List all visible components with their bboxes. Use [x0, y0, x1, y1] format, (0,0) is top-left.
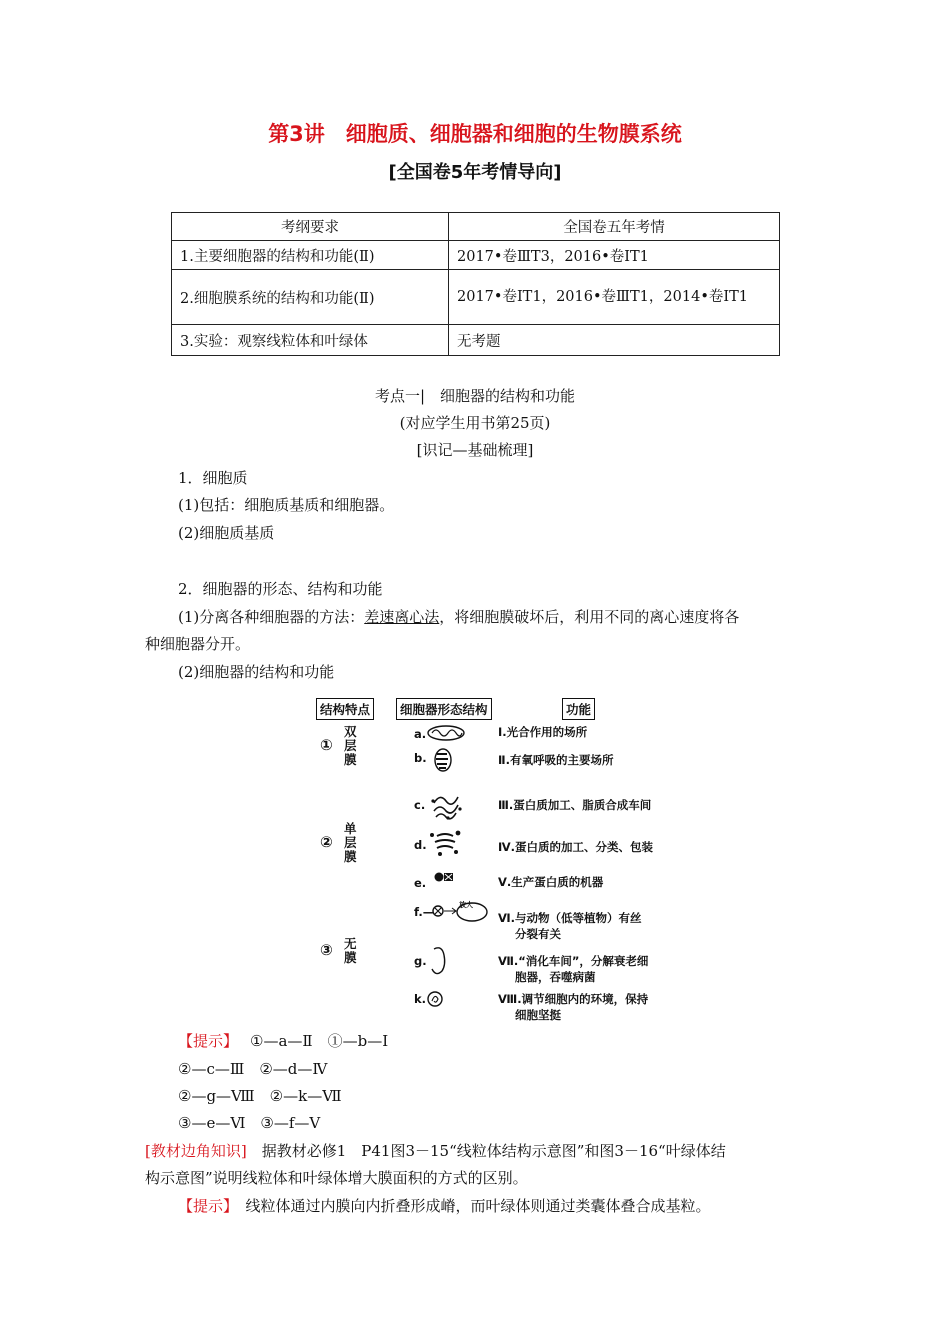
table-header-row — [172, 213, 780, 241]
centrosome-icon — [435, 873, 454, 882]
organelle-d-label: d. — [414, 838, 427, 852]
organelle-k-label: k. — [414, 992, 427, 1006]
corner-hint-label: 【提示】 — [178, 1197, 231, 1215]
section-tag: [识记—基础梳理] — [416, 441, 534, 459]
table-cell: 2.细胞膜系统的结构和功能(Ⅱ) — [172, 270, 449, 325]
group-num: ① — [320, 736, 333, 754]
organelle-b-label: b. — [414, 751, 427, 765]
item2-b: (2)细胞器的结构和功能 — [178, 663, 335, 681]
table-row — [172, 325, 780, 356]
enlarge-label: 放大 — [459, 901, 473, 909]
exam-table — [171, 212, 780, 356]
item2-a-pre: (1)分离各种细胞器的方法： — [178, 608, 365, 626]
organelle-f-label: f.— — [414, 905, 435, 919]
item2-a-post: ，将细胞膜破坏后，利用不同的离心速度将各 — [439, 608, 740, 626]
corner-label: [教材边角知识] — [145, 1142, 247, 1160]
hint-label: 【提示】 — [178, 1032, 239, 1050]
table-cell: 3.实验：观察线粒体和叶绿体 — [172, 325, 449, 356]
corner-hint-text: 线粒体通过内膜向内折叠形成嵴，而叶绿体则通过类囊体叠合成基粒。 — [230, 1197, 711, 1215]
hint-line-1 — [178, 1030, 388, 1051]
page-subtitle: [全国卷5年考情导向] — [388, 162, 562, 183]
organelle-c-label: c. — [414, 798, 426, 812]
table-row — [172, 241, 780, 270]
item2-title: 2．细胞器的形态、结构和功能 — [178, 580, 383, 598]
table-header-cell: 考纲要求 — [172, 213, 449, 241]
group-label: 单层膜 — [344, 821, 357, 864]
function-1: Ⅰ.光合作用的场所 — [498, 725, 588, 739]
group-label: 双层膜 — [344, 724, 357, 767]
group-label: 无膜 — [344, 936, 357, 965]
col-shape-label: 细胞器形态结构 — [396, 698, 492, 720]
hint-line-3: ②—g—Ⅷ ②—k—Ⅶ — [178, 1087, 342, 1105]
col-structure-label: 结构特点 — [316, 698, 374, 720]
corner-hint — [178, 1195, 711, 1216]
vacuole-icon — [432, 948, 445, 974]
table-cell: 2017•卷ⅢT3，2016•卷ⅠT1 — [449, 241, 780, 270]
mitochondrion-icon — [435, 749, 451, 771]
corner-knowledge — [145, 1140, 726, 1161]
hint-answer: ①—a—Ⅱ ①—b—Ⅰ — [250, 1032, 389, 1050]
function-2: Ⅱ.有氧呼吸的主要场所 — [498, 753, 614, 767]
hint-line-4: ③—e—Ⅵ ③—f—Ⅴ — [178, 1114, 321, 1132]
function-8: Ⅷ.调节细胞内的环境，保持 — [498, 992, 649, 1006]
table-cell: 无考题 — [449, 325, 780, 356]
item2-a-cont: 种细胞器分开。 — [145, 635, 251, 653]
function-6: Ⅵ.与动物（低等植物）有丝 — [498, 911, 642, 925]
item1-b: (2)细胞质基质 — [178, 524, 275, 542]
item1-title: 1．细胞质 — [178, 469, 248, 487]
section-heading: 考点一| 细胞器的结构和功能 — [374, 387, 576, 405]
endoplasmic-reticulum-icon — [431, 797, 461, 820]
table-cell: 1.主要细胞器的结构和功能(Ⅱ) — [172, 241, 449, 270]
function-5: Ⅴ.生产蛋白质的机器 — [498, 875, 604, 889]
item1-a: (1)包括：细胞质基质和细胞器。 — [178, 496, 395, 514]
table-header-cell: 全国卷五年考情 — [449, 213, 780, 241]
section-ref: (对应学生用书第25页) — [399, 414, 551, 432]
function-6-cont: 分裂有关 — [515, 927, 561, 941]
function-4: Ⅳ.蛋白质的加工、分类、包装 — [498, 840, 654, 854]
function-7: Ⅶ.“消化车间”，分解衰老细 — [498, 954, 649, 968]
organelle-drawings — [316, 697, 656, 1023]
hint-line-2: ②—c—Ⅲ ②—d—Ⅳ — [178, 1060, 328, 1078]
function-7-cont: 胞器，吞噬病菌 — [515, 970, 596, 984]
lysosome-icon — [428, 992, 442, 1006]
page-title: 第3讲 细胞质、细胞器和细胞的生物膜系统 — [268, 122, 682, 146]
organelle-a-label: a. — [414, 727, 427, 741]
group-num: ② — [320, 833, 333, 851]
col-function-label: 功能 — [562, 698, 595, 720]
organelle-diagram — [316, 697, 656, 1023]
table-cell: 2017•卷ⅠT1，2016•卷ⅢT1，2014•卷ⅠT1 — [449, 270, 780, 325]
function-3: Ⅲ.蛋白质加工、脂质合成车间 — [498, 798, 652, 812]
golgi-apparatus-icon — [430, 831, 460, 856]
item2-a — [178, 606, 739, 627]
function-8-cont: 细胞坚挺 — [515, 1008, 561, 1022]
corner-text: 据教材必修1 P41图3－15“线粒体结构示意图”和图3－16“叶绿体结 — [246, 1142, 726, 1160]
organelle-e-label: e. — [414, 876, 427, 890]
separation-method: 差速离心法 — [364, 608, 440, 626]
corner-text-cont: 构示意图”说明线粒体和叶绿体增大膜面积的方式的区别。 — [145, 1169, 528, 1187]
chloroplast-icon — [428, 726, 464, 740]
group-num: ③ — [320, 941, 333, 959]
table-row — [172, 270, 780, 325]
organelle-g-label: g. — [414, 954, 427, 968]
